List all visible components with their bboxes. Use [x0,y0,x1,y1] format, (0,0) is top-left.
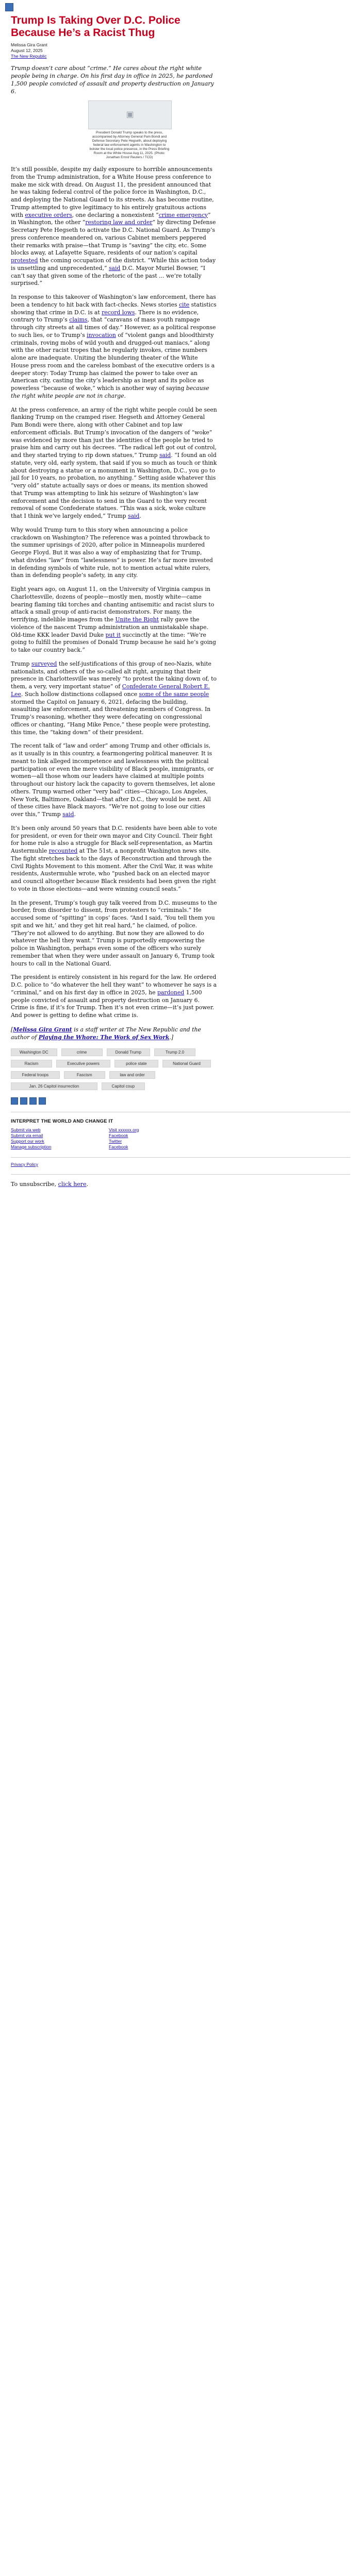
share-icon[interactable] [39,1097,46,1105]
privacy-policy-link[interactable]: Privacy Policy [11,1161,38,1167]
inline-link[interactable]: pardoned [157,989,185,996]
article-paragraph [11,974,217,1020]
article [11,14,217,1105]
paragraph-text: succinctly at the time: “We’re going to fulfill the promises of Donald Trump because he said he’s going to take our country back.” [11,631,216,653]
footer [11,1112,361,1188]
inline-link[interactable]: said [62,811,74,818]
paragraph-text: at The 51st, a nonprofit Washington news site. The fight stretches back to the days of Reconstruction and through the Civil Rights Movement to this moment. After the Civil War, it was white residents, Austermuhle wrote, who “pushed back on an elected mayor and council altogether because Black residents had been given the right to vote in those elections—and were winning council seats.” [11,848,216,892]
publish-date: August 12, 2025 [11,48,43,53]
paragraph-text: At the press conference, an army of the right white people could be seen flanking Trump on the cramped riser. Hegseth and Attorney General Pam Bondi were there, along with other Cabinet and top law enforcement officials. But Trump’s invocation of the dangers of “woke” was evidenced by more than just the identities of the people he tried to praise him and carry out his decrees. “The radical left got out of control, and they started trying to rip down statues,” Trump [11,406,217,459]
share-icons [11,1097,217,1105]
bio-author-link[interactable]: Melissa Gira Grant [13,1026,72,1033]
paragraph-text: In the present, Trump’s tough guy talk veered from D.C. museums to the border, from disorder to dissent, from protesters to “criminals.” He accused some of “spitting” in cops’ faces. “And I said, ‘You tell them you spit and we hit,’ and they get hit real hard,” he claimed, of police. “They’re not allowed to do anything. But now they are allowed to do whatever the hell they want.” Trump is purportedly empowering the police in Washington, perhaps even some of the officers who surely remember that when they were under assault on January 6, Trump took hours to call in the National Guard. [11,899,217,967]
footer-column-left [11,1127,109,1150]
inline-link[interactable]: claims [69,316,88,324]
paragraph-text: . There is no evidence, contrary to Trump’s [11,309,199,324]
inline-link[interactable]: Confederate General Robert E. Lee [11,683,210,698]
paragraph-text: 1,500 people convicted of assault and property destruction on January 6. Crime is fine, if it’s for Trump. Then it’s not even crime—it’s just power. And power is getting to define what crime is. [11,989,215,1019]
paragraph-text: . “I found an old statute, very old, early system, that said if you so much as touch or think about destroying a statue or a monument in Washington, D.C., you go to jail for 10 years, no probation, no anything.” Setting aside whatever this “very old” statute actually says or does or means, its mention showed that Trump was attempting to link his seizure of Washington’s law enforcement and the decision to send in the Guard to the very recent removal of some Confederate statues. “This was a sick, woke culture that I think we’ve largely ended,” Trump [11,452,217,519]
article-dek: Trump doesn’t care about “crime.” He cares about the right white people being in charge. On his first day in office in 2025, he pardoned 1,500 people convicted of assault and property destruction on January 6. [11,65,214,95]
article-body [11,166,217,1020]
tag-chip[interactable]: law and order [109,1071,156,1079]
article-paragraph [11,825,217,893]
byline [11,42,217,59]
paragraph-text: the self-justifications of this group of neo-Nazis, white nationalists, and others of the so-called alt right, arguing that their presence in Charlottesville was merely “to protest the taking down of, to them, a very, very important statue” of [11,660,217,690]
footer-links [11,1127,361,1150]
tag-chip[interactable]: Fascism [64,1071,105,1079]
tag-chip[interactable]: Trump 2.0 [154,1048,195,1056]
paragraph-text: D.C. Mayor Muriel Bowser, “I can’t say that given some of the rhetoric of the past ... we’re totally surprised.” [11,264,206,287]
footer-heading: INTERPRET THE WORLD AND CHANGE IT [11,1118,113,1124]
photo-image [88,100,172,129]
tag-chip[interactable]: police state [114,1060,158,1067]
footer-link[interactable]: Manage subscription [11,1144,52,1149]
article-photo [88,100,171,160]
inline-link[interactable]: restoring law and order [85,219,153,226]
paragraph-text: Trump [11,660,31,667]
inline-link[interactable]: invocation [87,331,116,338]
paragraph-text: statistics showing that crime in D.C. is at [11,301,217,316]
photo-caption: President Donald Trump speaks to the press, accompanied by Attorney General Pam Bondi and Defense Secretary Pete Hegseth, about deploying federal law enforcement agents in Washington to bolster the local police presence, in the Press Briefing Room at the White House Aug 11, 2025. (Photo: Jonathan Ernst/ Reuters / TCD) [89,131,170,159]
article-paragraph [11,742,217,819]
inline-link[interactable]: record lows [102,309,135,316]
paragraph-text: The president is entirely consistent in his regard for the law. He ordered D.C. police to “do whatever the hell they want” to whomever he says is a “criminal,” and on his first day in office in 2025, he [11,974,217,996]
tag-chip[interactable]: Donald Trump [107,1048,150,1056]
share-icon[interactable] [11,1097,18,1105]
bio-publication: The New Republic [126,1026,178,1033]
paragraph-text: . Such hollow distinctions collapsed once [21,690,139,698]
inline-link[interactable]: recounted [48,848,78,854]
tag-chip[interactable]: crime [61,1048,103,1056]
share-icon[interactable] [29,1097,37,1105]
divider [11,1157,350,1158]
bio-book-link[interactable]: Playing the Whore: The Work of Sex Work [38,1033,170,1041]
paragraph-text: ” by directing Defense Secretary Pete Hegseth to activate the D.C. National Guard. As Trump’s press conference meandered on, various Cabinet members peppered their remarks with praise—that Trump is “saving” the city, etc. Some blocks away, at Lafayette Square, residents of our nation’s capital [11,219,216,257]
paragraph-text: . [74,811,76,818]
author-bio: [Melissa Gira Grant is a staff writer at The New Republic and the author of Playing the Whore: The Work of Sex Work.] [11,1026,201,1041]
paragraph-text: , that “caravans of mass youth rampage through city streets at all times of day.” However, as a political response to such lies, or to Trump’s [11,316,216,338]
paragraph-text: . [139,513,141,519]
publication-link[interactable]: The New Republic [11,54,47,59]
tag-chip[interactable]: Racism [11,1060,52,1067]
paragraph-text: of “violent gangs and bloodthirsty criminals, roving mobs of wild youth and drugged-out maniacs,” along with the other racist tropes that he regularly invokes, crime numbers alone are inadequate. Uniting the blundering theater of the White House press room and the careless bombast of the executive orders is a deeper story: Today Trump has claimed the power to take over an American city, casting the city’s leadership as inept and its police as powerless “because of woke,” which is another way of saying [11,331,215,392]
tag-chip[interactable]: Washington DC [11,1048,57,1056]
inline-link[interactable]: protested [11,257,38,264]
article-paragraph [11,900,217,968]
unsubscribe-link[interactable]: click here [58,1180,87,1188]
inline-link[interactable]: crime emergency [158,211,208,218]
image-placeholder-icon [5,3,13,11]
tag-chip[interactable]: National Guard [162,1060,211,1067]
tag-chip[interactable]: Executive powers [56,1060,110,1067]
unsubscribe-line: To unsubscribe, click here. [11,1180,89,1188]
author-name: Melissa Gira Grant [11,42,47,47]
footer-link[interactable]: Facebook [109,1132,128,1138]
paragraph-text: In response to this takeover of Washington’s law enforcement, there has been a tendency to hit back with fact-checks. News stories [11,294,216,308]
paragraph-text: the coming occupation of the district. “While this action today is unsettling and unprecedented,” [11,257,216,272]
divider [11,1174,350,1175]
article-paragraph [11,406,217,520]
article-paragraph [11,294,217,400]
inline-link[interactable]: surveyed [31,660,57,667]
paragraph-text: . [124,392,126,399]
emphasis-text: because the right white people are not in charge [11,385,209,399]
article-paragraph [11,586,217,654]
article-paragraph [11,660,217,737]
inline-link[interactable]: said [159,452,171,459]
article-title: Trump Is Taking Over D.C. Police Because He’s a Racist Thug [11,14,180,39]
paragraph-text: ” in Washington, the other “ [11,211,211,226]
email-page [0,0,361,1188]
inline-link[interactable]: said [128,513,140,519]
tag-chip[interactable]: Capitol coup [102,1082,145,1090]
inline-link[interactable]: cite [178,301,190,308]
footer-link[interactable]: Submit via email [11,1132,43,1138]
paragraph-text: It’s still possible, despite my daily exposure to horrible announcements from the Trump administration, for a White House press conference to make me sick with dread. On August 11, the president announced that he was taking federal control of the police force in Washington, D.C., and deploying the National Guard to its streets. As has become routine, Trump attempted to give legitimacy to his entirely gratuitous actions with [11,166,214,218]
paragraph-text: It’s been only around 50 years that D.C. residents have been able to vote for president, or even for their own mayor and City Council. Their fight for home rule is also a struggle for Black self-representation, as Martin Austermuhle [11,824,217,854]
footer-link[interactable]: Visit xxxxxx.org [109,1127,139,1132]
inline-link[interactable]: put it [105,631,121,638]
paragraph-text: rally gave the violence of the nascent Trump administration an unmistakable shape. Old-time KKK leader David Duke [11,616,208,638]
paragraph-text: The recent talk of “law and order” among Trump and other officials is, as it usually is in this country, a fearmongering political maneuver. It is meant to link alleged incompetence and lawlessness with the political participation or even the mere visibility of Black people, immigrants, or women—all those whom our leaders have claimed at multiple points throughout our history lack the capacity to govern themselves, let alone others. Trump warned other “very bad” cities—Chicago, Los Angeles, New York, Baltimore, Oakland—that after D.C., they would be next. All of these cities have Black mayors. “We’re not going to lose our cities over this,” Trump [11,742,216,818]
paragraph-text: Why would Trump turn to this story when announcing a police crackdown on Washington? The reference was a pointed throwback to the summer uprisings of 2020, after police in Minneapolis murdered George Floyd. But it was also a way of emphasizing that for Trump, what divides “law” from “lawlessness” is power. He’s far more invested in defending symbols of white rule, not to mention actual white rulers, than in defending people’s safety, in any city. [11,526,213,579]
share-icon[interactable] [20,1097,27,1105]
tag-chip[interactable]: Jan. 26 Capitol insurrection [11,1082,97,1090]
privacy-section [11,1162,361,1167]
footer-link[interactable]: Twitter [109,1138,122,1144]
inline-link[interactable]: said [108,264,121,272]
footer-link[interactable]: Submit via web [11,1127,41,1132]
paragraph-text: , one declaring a nonexistent “ [72,211,159,218]
footer-column-right [109,1127,139,1150]
image-icon: ▣ [126,110,134,119]
paragraph-text: stormed the Capitol on January 6, 2021, defacing the building, assaulting law enforcement, and threatening members of Congress. In Trump’s reasoning, whether they were defecating on congressional offices or chanting, “Hang Mike Pence,” these people were protesting, this time, the “taking down” of their president. [11,698,211,736]
inline-link[interactable]: Unite the Right [115,616,159,623]
tag-chip[interactable]: Federal troops [11,1071,60,1079]
inline-link[interactable]: executive orders [25,211,72,218]
article-paragraph [11,166,217,287]
footer-link[interactable]: Facebook [109,1144,128,1149]
tag-list [11,1048,217,1090]
footer-link[interactable]: Support our work [11,1138,44,1144]
inline-link[interactable]: some of the same people [139,690,209,698]
article-paragraph [11,527,217,580]
paragraph-text: Eight years ago, on August 11, on the University of Virginia campus in Charlottesville, dozens of people—mostly men, mostly white—came bearing flaming tiki torches and chanting antisemitic and racist slurs to attack a small group of anti-racist demonstrators. For many, the terrifying, indelible images from the [11,586,215,623]
